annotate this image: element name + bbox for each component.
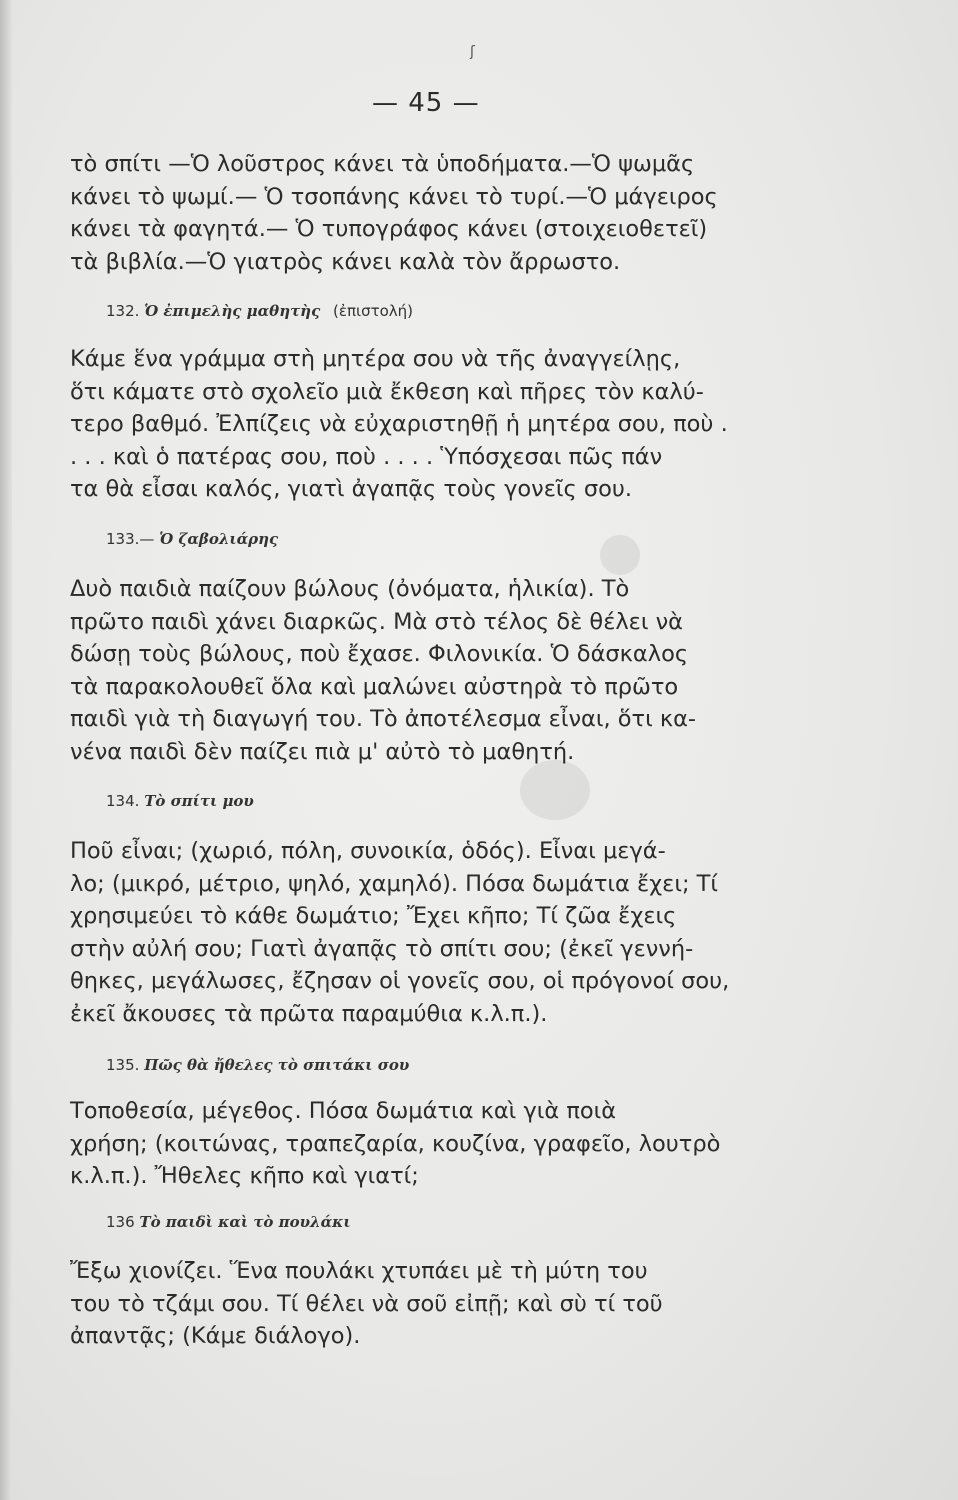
text-line: δώσῃ τοὺς βώλους, ποὺ ἔχασε. Φιλονικία. Ὁ δάσκαλος [70, 641, 689, 667]
text-line: τὰ παρακολουθεῖ ὅλα καὶ μαλώνει αὐστηρὰ τὸ πρῶτο [70, 673, 679, 700]
text-line: κάνει τὸ ψωμί.— Ὁ τσοπάνης κάνει τὸ τυρί.—Ὁ μάγειρος [70, 183, 718, 210]
text-line: πρῶτο παιδὶ χάνει διαρκῶς. Μὰ στὸ τέλος δὲ θέλει νὰ [70, 608, 684, 635]
text-line: τὰ βιβλία.—Ὁ γιατρὸς κάνει καλὰ τὸν ἄρρωστο. [70, 248, 621, 275]
text-line: ὅτι κάματε στὸ σχολεῖο μιὰ ἔκθεση καὶ πῆρες τὸν καλύ- [70, 378, 704, 405]
text-line: Κάμε ἕνα γράμμα στὴ μητέρα σου νὰ τῆς ἀναγγείλῃς, [70, 346, 681, 372]
text-line: Δυὸ παιδιὰ παίζουν βώλους (ὀνόματα, ἡλικία). Τὸ [70, 576, 630, 602]
text-line: Ἔξω χιονίζει. Ἕνα πουλάκι χτυπάει μὲ τὴ μύτη του [70, 1258, 648, 1284]
text-line: νένα παιδὶ δὲν παίζει πιὰ μ' αὐτὸ τὸ μαθητή. [70, 738, 575, 765]
top-mark: ʃ [470, 44, 475, 60]
section-body-132 [70, 343, 790, 506]
text-line: παιδὶ γιὰ τὴ διαγωγή του. Τὸ ἀποτέλεσμα εἶναι, ὅτι κα- [70, 706, 697, 732]
text-line: . . . καὶ ὁ πατέρας σου, ποὺ . . . . Ὑπόσχεσαι πῶς πάν [70, 443, 663, 470]
section-heading-134 [106, 792, 254, 810]
section-heading-135 [106, 1056, 409, 1074]
section-body-134 [70, 835, 790, 1030]
intro-paragraph [70, 148, 790, 278]
text-line: Τοποθεσία, μέγεθος. Πόσα δωμάτια καὶ γιὰ ποιὰ [70, 1098, 617, 1124]
section-heading-132 [106, 302, 413, 320]
section-title: Τὸ σπίτι μου [144, 792, 254, 810]
section-number: 133.— [106, 530, 155, 548]
text-line: του τὸ τζάμι σου. Τί θέλει νὰ σοῦ εἰπῇ; καὶ σὺ τί τοῦ [70, 1290, 663, 1317]
text-line: λο; (μικρό, μέτριο, ψηλό, χαμηλό). Πόσα δωμάτια ἔχει; Τί [70, 870, 719, 897]
text-line: ἀπαντᾷς; (Κάμε διάλογο). [70, 1323, 361, 1349]
smudge-mark [520, 760, 590, 820]
section-subtitle: (ἐπιστολή) [333, 302, 414, 320]
text-line: τὸ σπίτι —Ὁ λοῦστρος κάνει τὰ ὑποδήματα.—Ὁ ψωμᾶς [70, 151, 695, 177]
text-line: τα θὰ εἶσαι καλός, γιατὶ ἀγαπᾷς τοὺς γονεῖς σου. [70, 476, 633, 502]
section-body-133 [70, 573, 790, 768]
section-body-136 [70, 1255, 790, 1353]
text-line: θηκες, μεγάλωσες, ἔζησαν οἱ γονεῖς σου, οἱ πρόγονοί σου, [70, 968, 730, 994]
section-title: Ὁ ζαβολιάρης [159, 530, 279, 548]
section-title: Πῶς θὰ ἤθελες τὸ σπιτάκι σου [144, 1056, 410, 1074]
text-line: τερο βαθμό. Ἐλπίζεις νὰ εὐχαριστηθῇ ἡ μητέρα σου, ποὺ . [70, 411, 728, 437]
text-line: κ.λ.π.). Ἤθελες κῆπο καὶ γιατί; [70, 1163, 419, 1189]
section-number: 136 [106, 1213, 135, 1231]
text-line: Ποῦ εἶναι; (χωριό, πόλη, συνοικία, ὁδός). Εἶναι μεγά- [70, 838, 666, 864]
section-number: 135. [106, 1056, 140, 1074]
page-edge-shadow [0, 0, 12, 1500]
section-title: Ὁ ἐπιμελὴς μαθητὴς [144, 302, 321, 320]
text-line: χρησιμεύει τὸ κάθε δωμάτιο; Ἔχει κῆπο; Τί ζῶα ἔχεις [70, 903, 677, 929]
section-number: 134. [106, 792, 140, 810]
section-body-135 [70, 1095, 790, 1193]
text-line: ἐκεῖ ἄκουσες τὰ πρῶτα παραμύθια κ.λ.π.). [70, 1000, 548, 1027]
section-heading-136 [106, 1213, 351, 1231]
section-heading-133 [106, 530, 278, 548]
text-line: χρήση; (κοιτώνας, τραπεζαρία, κουζίνα, γραφεῖο, λουτρὸ [70, 1130, 721, 1157]
section-number: 132. [106, 302, 140, 320]
smudge-mark [600, 535, 640, 575]
text-line: κάνει τὰ φαγητά.— Ὁ τυπογράφος κάνει (στοιχειοθετεῖ) [70, 216, 708, 242]
page-number: — 45 — [372, 88, 480, 118]
text-line: στὴν αὐλή σου; Γιατὶ ἀγαπᾷς τὸ σπίτι σου; (ἐκεῖ γεννή- [70, 935, 694, 962]
section-title: Τὸ παιδὶ καὶ τὸ πουλάκι [139, 1213, 351, 1231]
